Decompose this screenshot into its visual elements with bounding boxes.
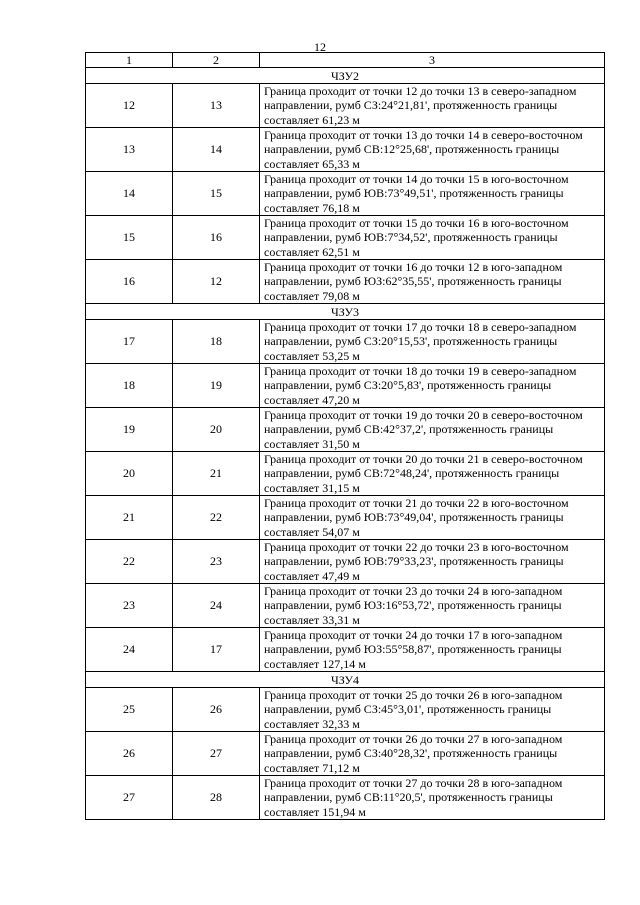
to-point-cell: 18 bbox=[173, 320, 260, 364]
boundary-description-cell: Граница проходит от точки 22 до точки 23 в юго-восточном направлении, румб ЮВ:79°33,23', протяженность границы составляет 47,49 м bbox=[260, 540, 605, 584]
table-row bbox=[86, 540, 605, 584]
table-row bbox=[86, 452, 605, 496]
table-row bbox=[86, 128, 605, 172]
boundary-description-cell: Граница проходит от точки 13 до точки 14 в северо-восточном направлении, румб СВ:12°25,68', протяженность границы составляет 65,33 м bbox=[260, 128, 605, 172]
table-row bbox=[86, 732, 605, 776]
to-point-cell: 13 bbox=[173, 84, 260, 128]
from-point-cell: 22 bbox=[86, 540, 173, 584]
from-point-cell: 23 bbox=[86, 584, 173, 628]
to-point-cell: 23 bbox=[173, 540, 260, 584]
from-point-cell: 17 bbox=[86, 320, 173, 364]
from-point-cell: 27 bbox=[86, 776, 173, 820]
boundary-description-cell: Граница проходит от точки 23 до точки 24 в юго-западном направлении, румб ЮЗ:16°53,72', протяженность границы составляет 33,31 м bbox=[260, 584, 605, 628]
from-point-cell: 15 bbox=[86, 216, 173, 260]
table-row bbox=[86, 628, 605, 672]
column-header-to: 2 bbox=[173, 53, 260, 68]
boundary-description-cell: Граница проходит от точки 16 до точки 12 в юго-западном направлении, румб ЮЗ:62°35,55', протяженность границы составляет 79,08 м bbox=[260, 260, 605, 304]
to-point-cell: 19 bbox=[173, 364, 260, 408]
boundary-description-cell: Граница проходит от точки 12 до точки 13 в северо-западном направлении, румб СЗ:24°21,81', протяженность границы составляет 61,23 м bbox=[260, 84, 605, 128]
boundary-description-cell: Граница проходит от точки 27 до точки 28 в юго-западном направлении, румб СВ:11°20,5', протяженность границы составляет 151,94 м bbox=[260, 776, 605, 820]
from-point-cell: 16 bbox=[86, 260, 173, 304]
table-row bbox=[86, 496, 605, 540]
table-row bbox=[86, 776, 605, 820]
from-point-cell: 13 bbox=[86, 128, 173, 172]
boundary-description-cell: Граница проходит от точки 20 до точки 21 в северо-восточном направлении, румб СВ:72°48,24', протяженность границы составляет 31,15 м bbox=[260, 452, 605, 496]
boundary-description-cell: Граница проходит от точки 15 до точки 16 в юго-восточном направлении, румб ЮВ:7°34,52', протяженность границы составляет 62,51 м bbox=[260, 216, 605, 260]
from-point-cell: 18 bbox=[86, 364, 173, 408]
from-point-cell: 20 bbox=[86, 452, 173, 496]
to-point-cell: 24 bbox=[173, 584, 260, 628]
column-header-from: 1 bbox=[86, 53, 173, 68]
table-header-row bbox=[86, 53, 605, 68]
from-point-cell: 14 bbox=[86, 172, 173, 216]
from-point-cell: 25 bbox=[86, 688, 173, 732]
table-body bbox=[86, 68, 605, 820]
boundary-description-cell: Граница проходит от точки 24 до точки 17 в юго-западном направлении, румб ЮЗ:55°58,87', протяженность границы составляет 127,14 м bbox=[260, 628, 605, 672]
section-title: ЧЗУ3 bbox=[86, 304, 605, 320]
table-row bbox=[86, 408, 605, 452]
section-title: ЧЗУ4 bbox=[86, 672, 605, 688]
table-row bbox=[86, 320, 605, 364]
boundary-description-cell: Граница проходит от точки 21 до точки 22 в юго-восточном направлении, румб ЮВ:73°49,04', протяженность границы составляет 54,07 м bbox=[260, 496, 605, 540]
from-point-cell: 19 bbox=[86, 408, 173, 452]
from-point-cell: 21 bbox=[86, 496, 173, 540]
to-point-cell: 16 bbox=[173, 216, 260, 260]
boundary-description-cell: Граница проходит от точки 17 до точки 18 в северо-западном направлении, румб СЗ:20°15,53', протяженность границы составляет 53,25 м bbox=[260, 320, 605, 364]
boundary-description-cell: Граница проходит от точки 14 до точки 15 в юго-восточном направлении, румб ЮВ:73°49,51', протяженность границы составляет 76,18 м bbox=[260, 172, 605, 216]
section-title: ЧЗУ2 bbox=[86, 68, 605, 84]
to-point-cell: 14 bbox=[173, 128, 260, 172]
to-point-cell: 12 bbox=[173, 260, 260, 304]
boundary-description-cell: Граница проходит от точки 25 до точки 26 в юго-западном направлении, румб СЗ:45°3,01', протяженность границы составляет 32,33 м bbox=[260, 688, 605, 732]
boundary-description-cell: Граница проходит от точки 26 до точки 27 в юго-западном направлении, румб СЗ:40°28,32', протяженность границы составляет 71,12 м bbox=[260, 732, 605, 776]
column-header-description: 3 bbox=[260, 53, 605, 68]
to-point-cell: 22 bbox=[173, 496, 260, 540]
to-point-cell: 26 bbox=[173, 688, 260, 732]
from-point-cell: 24 bbox=[86, 628, 173, 672]
to-point-cell: 27 bbox=[173, 732, 260, 776]
boundary-description-table bbox=[85, 52, 605, 820]
table-row bbox=[86, 584, 605, 628]
to-point-cell: 21 bbox=[173, 452, 260, 496]
to-point-cell: 15 bbox=[173, 172, 260, 216]
page-number: 12 bbox=[314, 40, 326, 54]
section-header-row bbox=[86, 672, 605, 688]
table-row bbox=[86, 216, 605, 260]
from-point-cell: 26 bbox=[86, 732, 173, 776]
section-header-row bbox=[86, 304, 605, 320]
section-header-row bbox=[86, 68, 605, 84]
from-point-cell: 12 bbox=[86, 84, 173, 128]
table-row bbox=[86, 84, 605, 128]
to-point-cell: 28 bbox=[173, 776, 260, 820]
to-point-cell: 20 bbox=[173, 408, 260, 452]
boundary-description-cell: Граница проходит от точки 18 до точки 19 в северо-западном направлении, румб СЗ:20°5,83', протяженность границы составляет 47,20 м bbox=[260, 364, 605, 408]
table-row bbox=[86, 172, 605, 216]
table-row bbox=[86, 364, 605, 408]
to-point-cell: 17 bbox=[173, 628, 260, 672]
boundary-description-cell: Граница проходит от точки 19 до точки 20 в северо-восточном направлении, румб СВ:42°37,2', протяженность границы составляет 31,50 м bbox=[260, 408, 605, 452]
table-row bbox=[86, 260, 605, 304]
table-row bbox=[86, 688, 605, 732]
